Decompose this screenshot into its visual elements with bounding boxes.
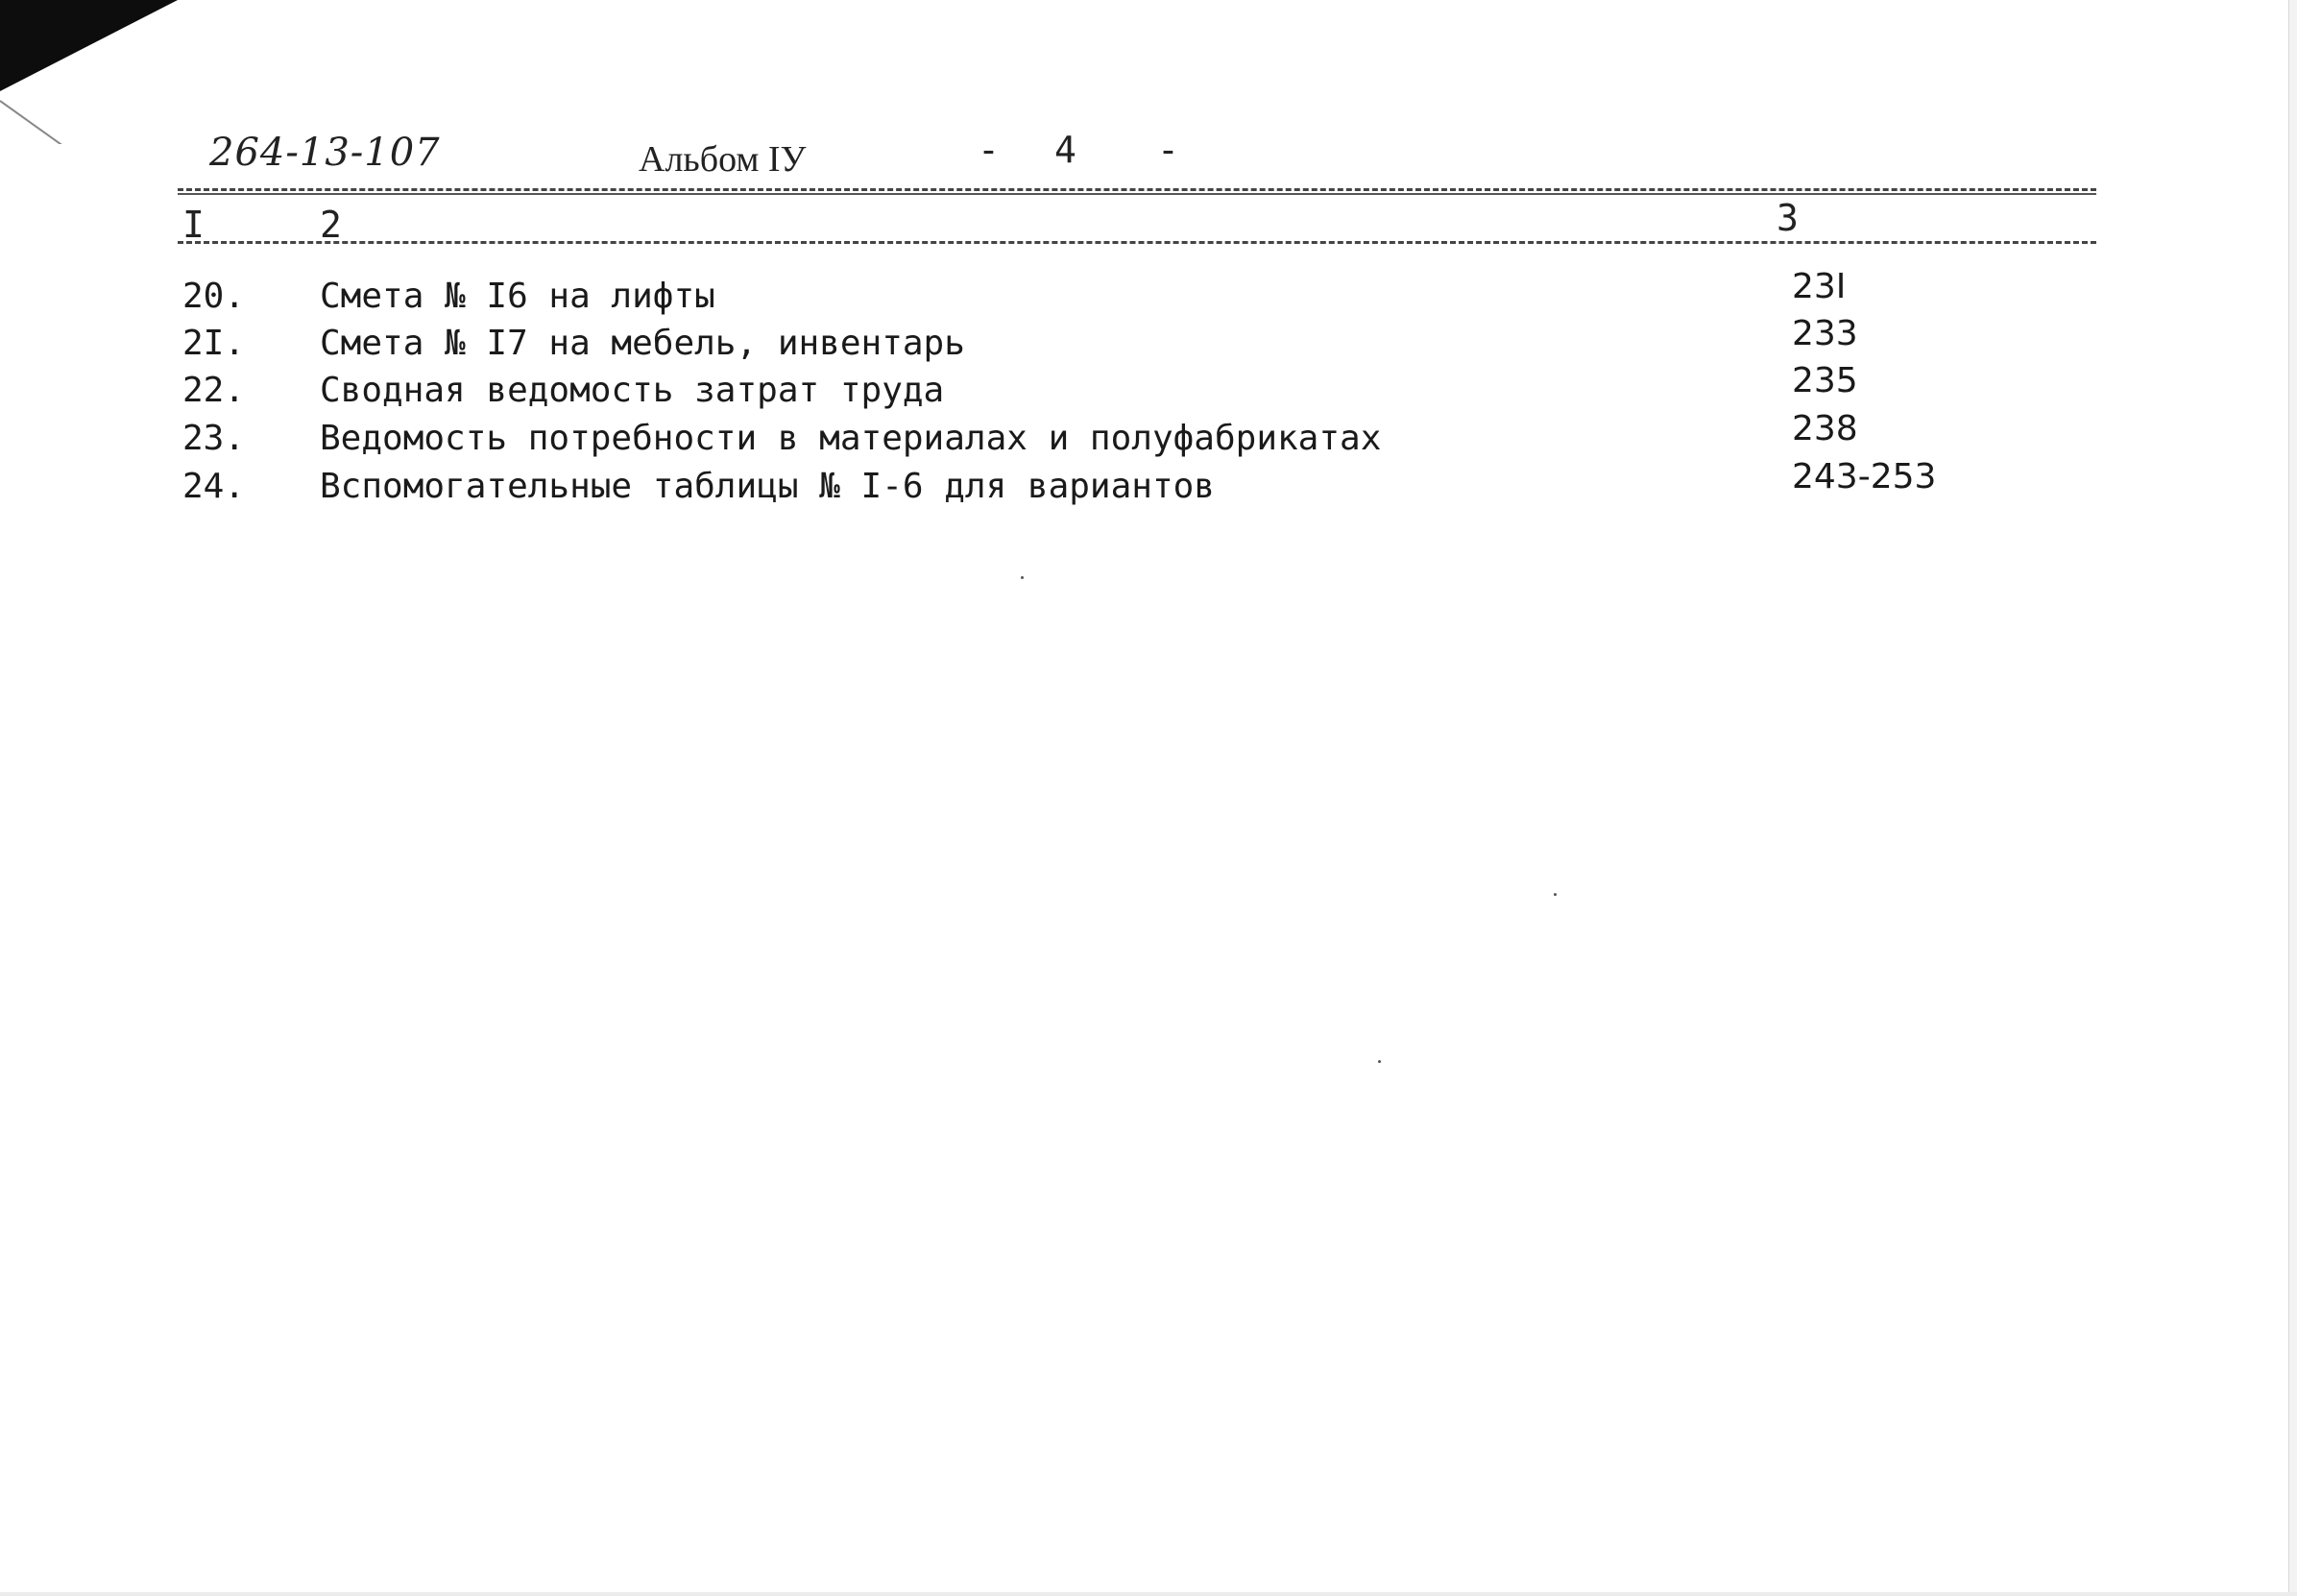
page-dash-left: - (978, 129, 1000, 171)
page-header (0, 0, 2297, 192)
scan-speck (1021, 576, 1024, 579)
document-code: 264-13-107 (209, 131, 441, 175)
column-header-page: 3 (1777, 197, 1799, 239)
list-item (0, 409, 2297, 465)
item-page: 238 (1792, 409, 1858, 448)
scan-edge-right (2288, 0, 2297, 1596)
item-title: Вспомогательные таблицы № I-6 для вариантов (320, 467, 1215, 506)
header-rule (178, 188, 2096, 191)
item-title: Сводная ведомость затрат труда (320, 371, 945, 410)
item-title: Смета № I7 на мебель, инвентарь (320, 324, 965, 363)
page-dash-right: - (1157, 129, 1179, 171)
item-number: 24. (182, 467, 246, 506)
list-item (0, 457, 2297, 513)
item-title: Смета № I6 на лифты (320, 277, 715, 316)
item-number: 23. (182, 419, 246, 458)
item-number: 22. (182, 371, 246, 410)
item-number: 2I. (182, 324, 246, 363)
scan-speck (1378, 1060, 1381, 1063)
list-item (0, 314, 2297, 370)
list-item (0, 267, 2297, 323)
column-header-number: I (182, 204, 205, 246)
item-number: 20. (182, 277, 246, 316)
header-rule-second (178, 193, 2096, 195)
item-page: 235 (1792, 361, 1858, 400)
item-title: Ведомость потребности в материалах и полуфабрикатах (320, 419, 1382, 458)
scan-speck (1554, 893, 1557, 896)
item-page: 243-253 (1792, 457, 1937, 496)
item-page: 23I (1792, 267, 1847, 306)
list-item (0, 361, 2297, 417)
column-header-title: 2 (320, 204, 342, 246)
item-page: 233 (1792, 314, 1858, 353)
album-label: Альбом IУ (639, 139, 807, 180)
scan-edge-bottom (0, 1592, 2297, 1596)
column-header-rule (178, 241, 2096, 244)
page-number: 4 (1054, 129, 1076, 171)
